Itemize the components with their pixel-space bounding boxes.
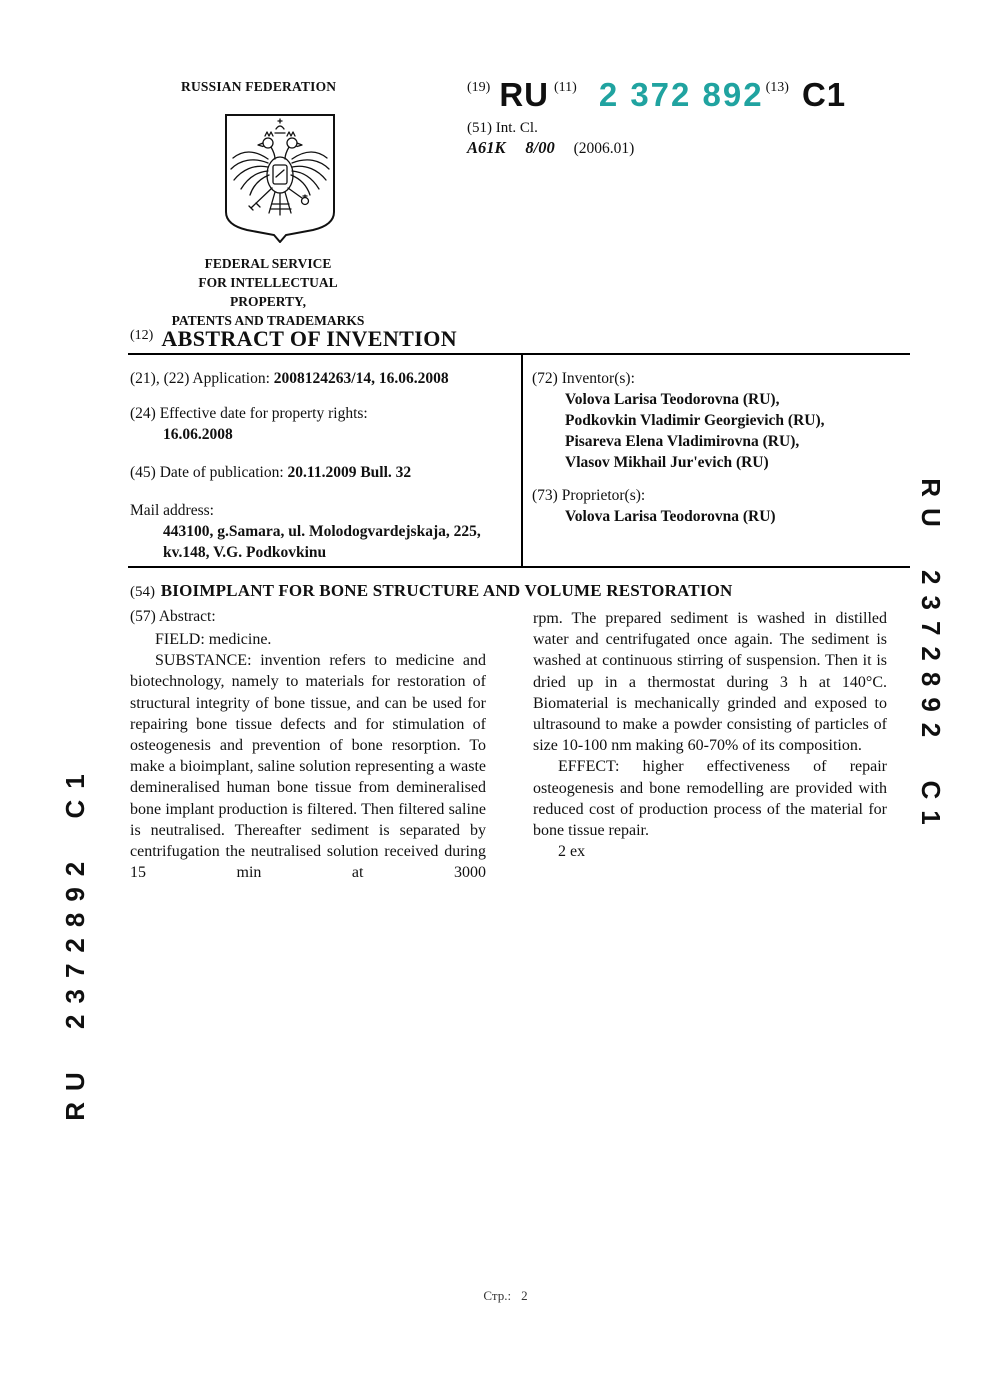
patent-id-sidebar-right: RU 2372892 C1 (916, 478, 946, 836)
abstract-field-paragraph: FIELD: medicine. (155, 631, 272, 648)
page-footer (0, 1288, 989, 1304)
invention-title: BIOIMPLANT FOR BONE STRUCTURE AND VOLUME RESTORATION (160, 581, 733, 600)
country-code: RU (499, 76, 549, 113)
page-number-label: Стр.: (483, 1288, 512, 1303)
abstract-substance-continued: rpm. The prepared sediment is washed in distilled water and centrifugated once again. The sediment is washed at continuous stirring of suspension. Then it is dried up in a thermostat during 3 h at 140°C. Biomaterial is mechanically grinded and exposed to ultrasound to make a powder consisting of particles of size 10-100 nm making 60-70% of its composition. (533, 610, 887, 755)
application-row (130, 368, 515, 389)
effective-date-row (130, 403, 515, 445)
patent-id-sidebar-left: RU 2372892 C1 (60, 763, 90, 1121)
inid-code-19: (19) (467, 80, 491, 95)
double-headed-eagle-icon (223, 112, 337, 243)
effective-date-value: 16.06.2008 (163, 426, 233, 443)
office-line: FOR INTELLECTUAL PROPERTY, (198, 275, 338, 309)
kind-code: C1 (801, 76, 847, 113)
office-line: FEDERAL SERVICE (204, 256, 332, 271)
ipc-subclass: 8/00 (525, 138, 555, 157)
publication-number-block (467, 78, 846, 111)
biblio-left-column (128, 355, 521, 566)
effective-date-label: (24) Effective date for property rights: (130, 405, 368, 422)
page-number-value: 2 (521, 1288, 528, 1303)
mail-address-row (130, 500, 515, 563)
publication-number-line (467, 78, 846, 111)
inventor-name: Volova Larisa Teodorovna (RU), (565, 391, 780, 408)
ipc-version: (2006.01) (573, 140, 635, 157)
mail-address-line: 443100, g.Samara, ul. Molodogvardejskaja, 225, (163, 523, 481, 540)
section-title: ABSTRACT OF INVENTION (161, 326, 458, 351)
document-number: 2 372 892 (598, 76, 764, 113)
abstract-column-left (130, 629, 486, 883)
application-value: 2008124263/14, 16.06.2008 (273, 370, 449, 387)
inid-code-11: (11) (554, 80, 577, 95)
publication-date-label: (45) Date of publication: (130, 464, 284, 481)
mail-address-label: Mail address: (130, 502, 214, 519)
document-section-heading (130, 326, 457, 352)
inventor-name: Podkovkin Vladimir Georgievich (RU), (565, 412, 825, 429)
publication-date-value: 20.11.2009 Bull. 32 (287, 464, 412, 481)
inid-code-13: (13) (765, 80, 789, 95)
inventor-name: Vlasov Mikhail Jur'evich (RU) (565, 454, 769, 471)
ipc-classification (467, 138, 634, 158)
proprietors-row (532, 485, 904, 527)
country-name: RUSSIAN FEDERATION (181, 79, 337, 94)
publication-date-row (130, 462, 515, 483)
abstract-label: (57) Abstract: (130, 608, 216, 625)
biblio-table (128, 353, 910, 568)
inid-code-12: (12) (130, 328, 154, 343)
ipc-label: (51) Int. Cl. (467, 120, 538, 136)
coat-of-arms-emblem (223, 112, 337, 243)
ipc-class: A61K (467, 138, 506, 157)
abstract-examples: 2 ex (558, 843, 586, 861)
abstract-effect-paragraph: EFFECT: higher effectiveness of repair osteogenesis and bone remodelling are provided with reduced cost of production process of the material for bone tissue repair. (533, 758, 887, 840)
proprietors-label: (73) Proprietor(s): (532, 487, 646, 504)
inid-code-54: (54) (130, 584, 155, 600)
inventors-label: (72) Inventor(s): (532, 370, 635, 387)
office-line: PATENTS AND TRADEMARKS (171, 313, 365, 328)
proprietor-name: Volova Larisa Teodorovna (RU) (565, 508, 776, 525)
invention-title-row (130, 581, 733, 601)
inventors-row (532, 368, 904, 473)
mail-address-line: kv.148, V.G. Podkovkinu (163, 544, 327, 561)
inventor-name: Pisareva Elena Vladimirovna (RU), (565, 433, 800, 450)
issuing-office-name (168, 254, 368, 330)
abstract-substance-paragraph: SUBSTANCE: invention refers to medicine and biotechnology, namely to materials for restoration of structural integrity of bone tissue, and can be used for repairing bone tissue defects and for stimulation of osteogenesis and prevention of bone resorption. To make a bioimplant, saline solution representing a waste demineralised human bone tissue from demineralised bone implant production is filtered. Then filtered saline is neutralised. Thereafter sediment is separated by centrifugation the neutralised solution received during 15 min at 3000 (130, 652, 486, 882)
application-label: (21), (22) Application: (130, 370, 270, 387)
biblio-right-column (521, 355, 910, 566)
abstract-column-right (533, 608, 887, 862)
